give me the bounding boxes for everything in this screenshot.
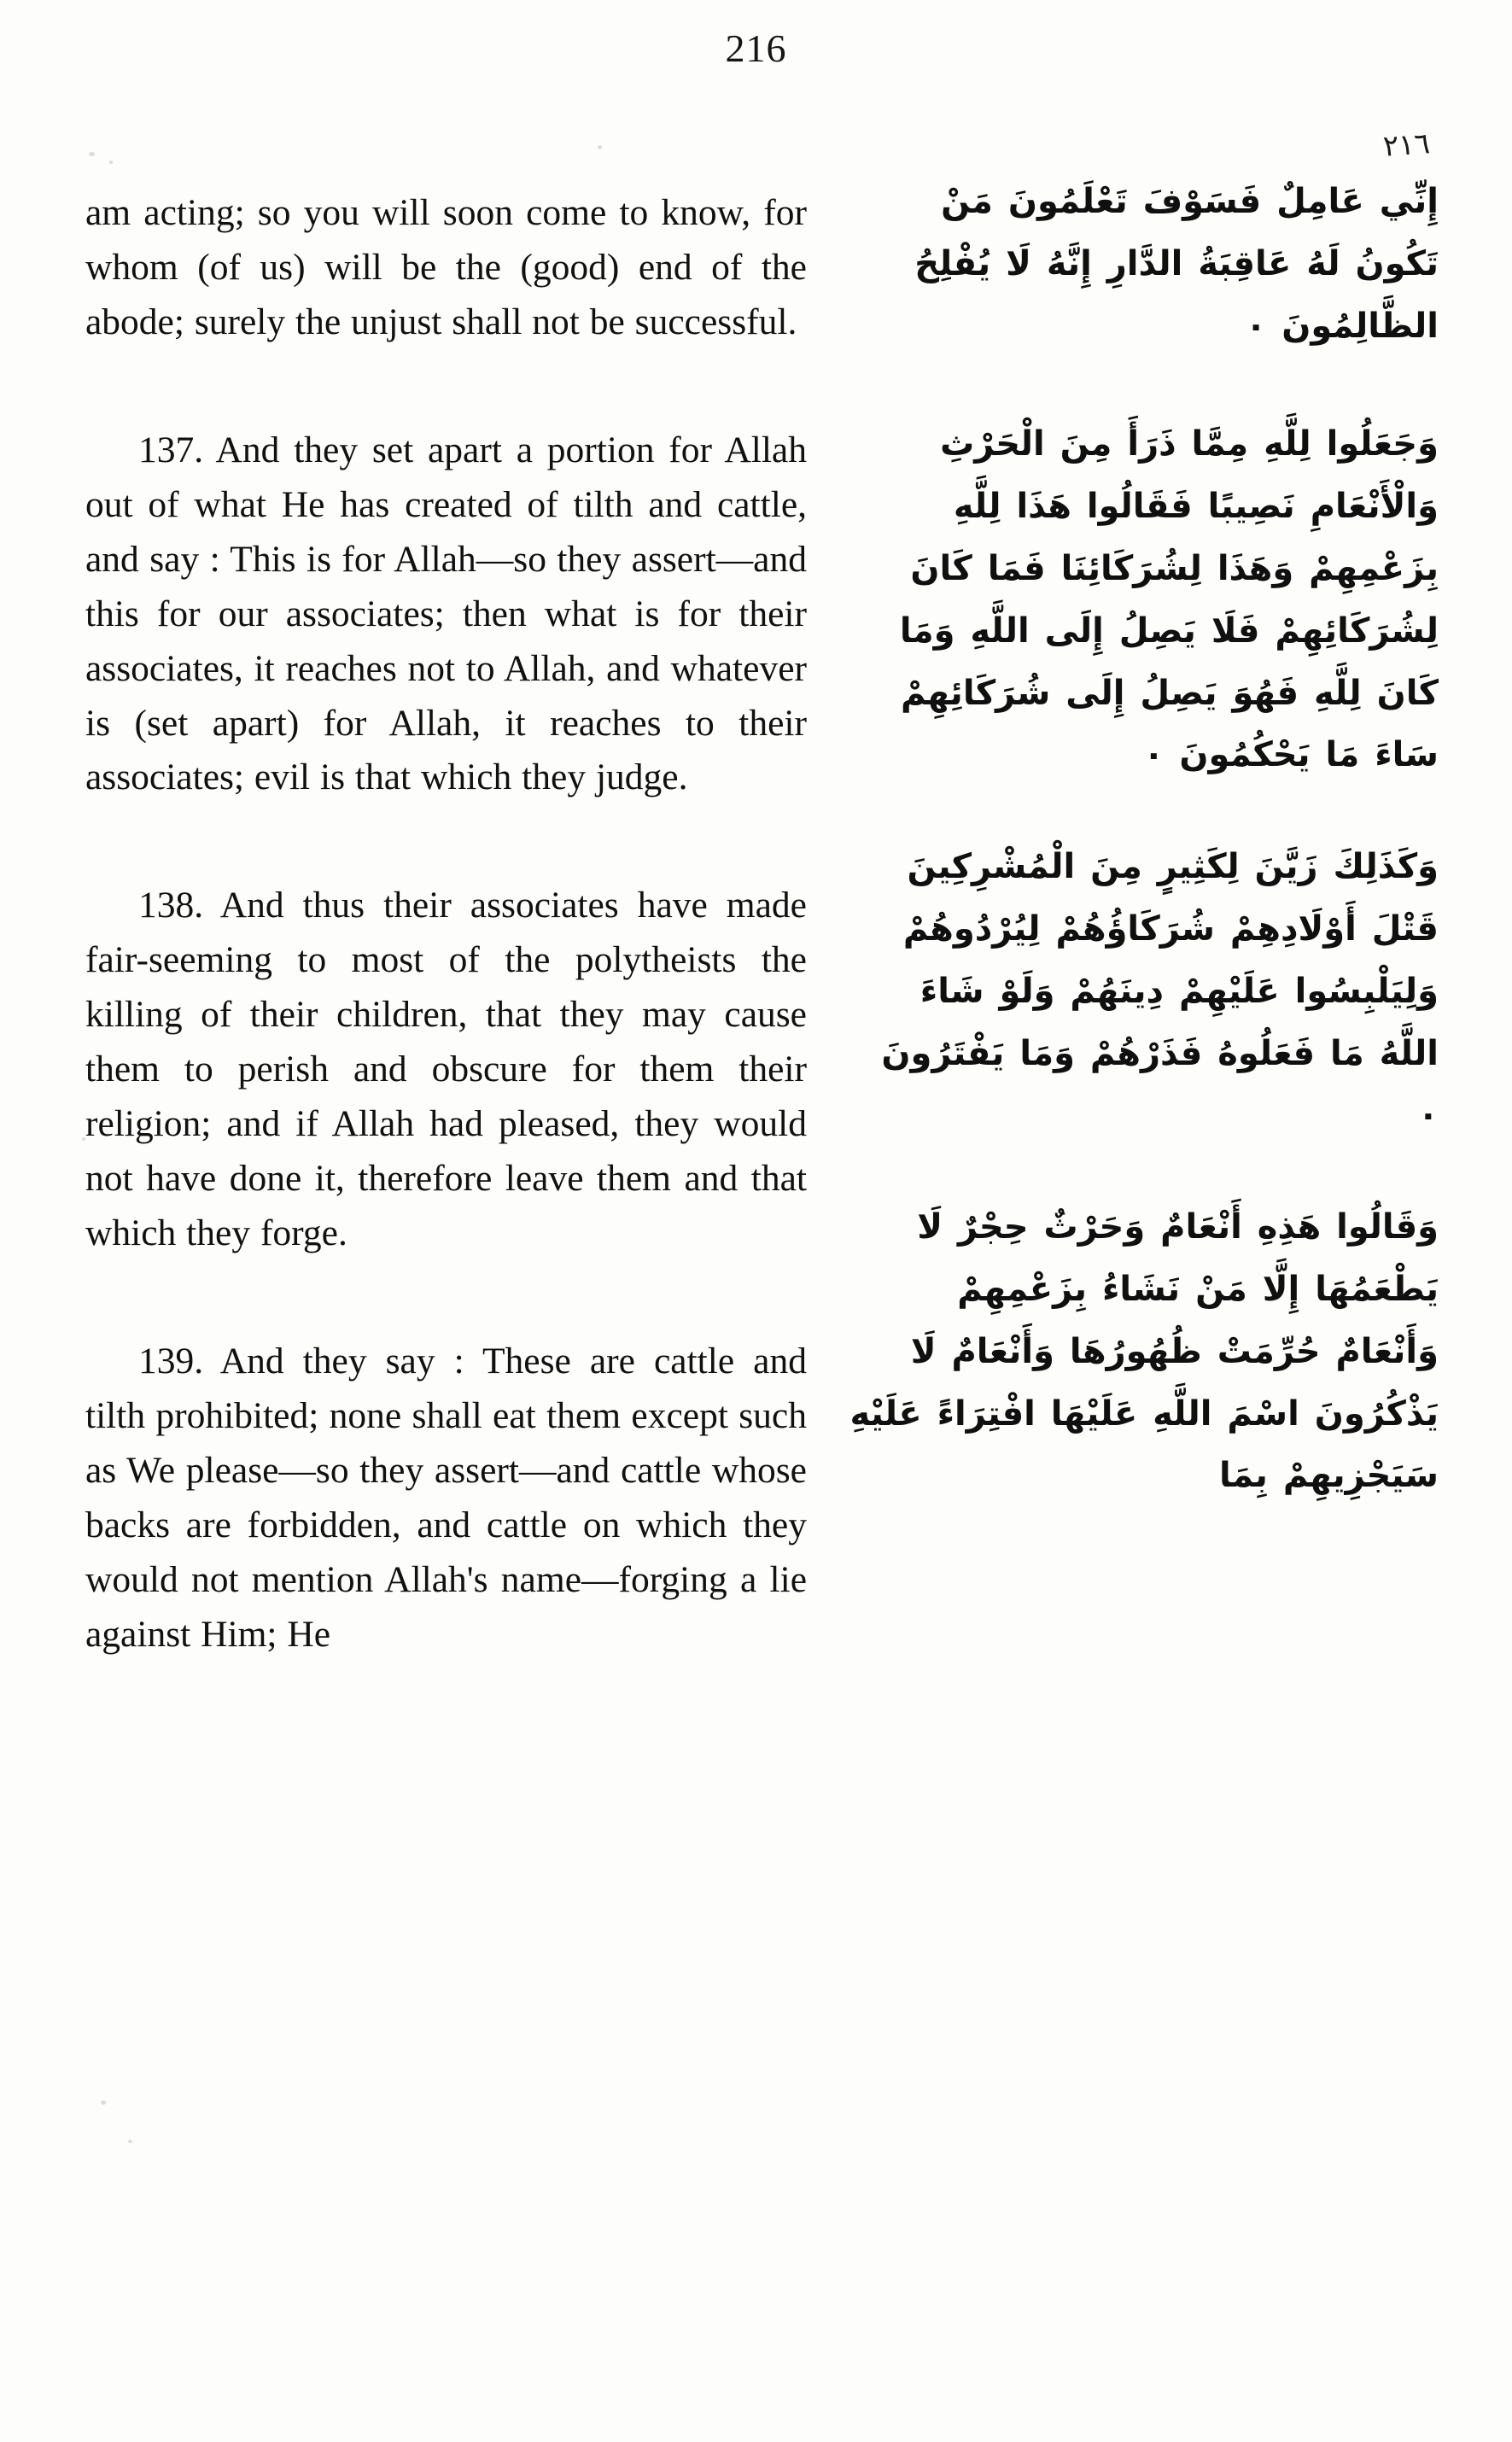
- paragraph-verse-137: 137. And they set apart a portion for Allah out of what He has created of tilth and cattle, and say : This is for Allah—so they assert—and this for our associates; then what is for their associates, it reaches not to Allah, and whatever is (set apart) for Allah, it reaches to their associates; evil is that which they judge.: [85, 429, 807, 798]
- arabic-page-number: ٢١٦: [1381, 126, 1432, 164]
- scan-speckle: [89, 152, 95, 156]
- scan-speckle: [109, 161, 113, 164]
- paragraph-verse-136-continuation: am acting; so you will soon come to know, for whom (of us) will be the (good) end of the abode; surely the unjust shall not be successful.: [85, 192, 807, 342]
- arabic-ayah-139: وَقَالُوا هَذِهِ أَنْعَامٌ وَحَرْثٌ حِجْرٌ لَا يَطْعَمُهَا إِلَّا مَنْ نَشَاءُ بِزَعْمِهِمْ وَأَنْعَامٌ حُرِّمَتْ ظُهُورُهَا وَأَنْعَامٌ لَا يَذْكُرُونَ اسْمَ اللَّهِ عَلَيْهَا افْتِرَاءً عَلَيْهِ سَيَجْزِيهِمْ بِمَا: [849, 1207, 1439, 1496]
- scan-speckle: [82, 1137, 85, 1141]
- arabic-text-column: [849, 171, 1439, 1543]
- arabic-ayah-136-continuation: إِنِّي عَامِلٌ فَسَوْفَ تَعْلَمُونَ مَنْ تَكُونُ لَهُ عَاقِبَةُ الدَّارِ إِنَّهُ لَا يُفْلِحُ الظَّالِمُونَ ٠: [914, 182, 1439, 346]
- two-column-body: [0, 171, 1512, 2391]
- page-number: 216: [725, 26, 787, 70]
- scan-speckle: [128, 2140, 132, 2143]
- scan-speckle: [598, 145, 602, 149]
- english-translation-column: [85, 186, 807, 1710]
- paragraph-verse-138: 138. And thus their associates have made fair-seeming to most of the polytheists the killing of their children, that they may cause them to perish and obscure for them their religion; and if Allah had pleased, they would not have done it, therefore leave them and that which they forge.: [85, 885, 807, 1253]
- paragraph-verse-139: 139. And they say : These are cattle and tilth prohibited; none shall eat them except such as We please—so they assert—and cattle whose backs are forbidden, and cattle on which they would not mention Allah's name—forging a lie against Him; He: [85, 1340, 807, 1655]
- arabic-ayah-138: وَكَذَلِكَ زَيَّنَ لِكَثِيرٍ مِنَ الْمُشْرِكِينَ قَتْلَ أَوْلَادِهِمْ شُرَكَاؤُهُمْ لِيُرْدُوهُمْ وَلِيَلْبِسُوا عَلَيْهِمْ دِينَهُمْ وَلَوْ شَاءَ اللَّهُ مَا فَعَلُوهُ فَذَرْهُمْ وَمَا يَفْتَرُونَ ٠: [881, 847, 1439, 1136]
- arabic-ayah-137: وَجَعَلُوا لِلَّهِ مِمَّا ذَرَأَ مِنَ الْحَرْثِ وَالْأَنْعَامِ نَصِيبًا فَقَالُوا هَذَا لِلَّهِ بِزَعْمِهِمْ وَهَذَا لِشُرَكَائِنَا فَمَا كَانَ لِشُرَكَائِهِمْ فَلَا يَصِلُ إِلَى اللَّهِ وَمَا كَانَ لِلَّهِ فَهُوَ يَصِلُ إِلَى شُرَكَائِهِمْ سَاءَ مَا يَحْكُمُونَ ٠: [899, 424, 1439, 775]
- scan-speckle: [101, 2100, 106, 2105]
